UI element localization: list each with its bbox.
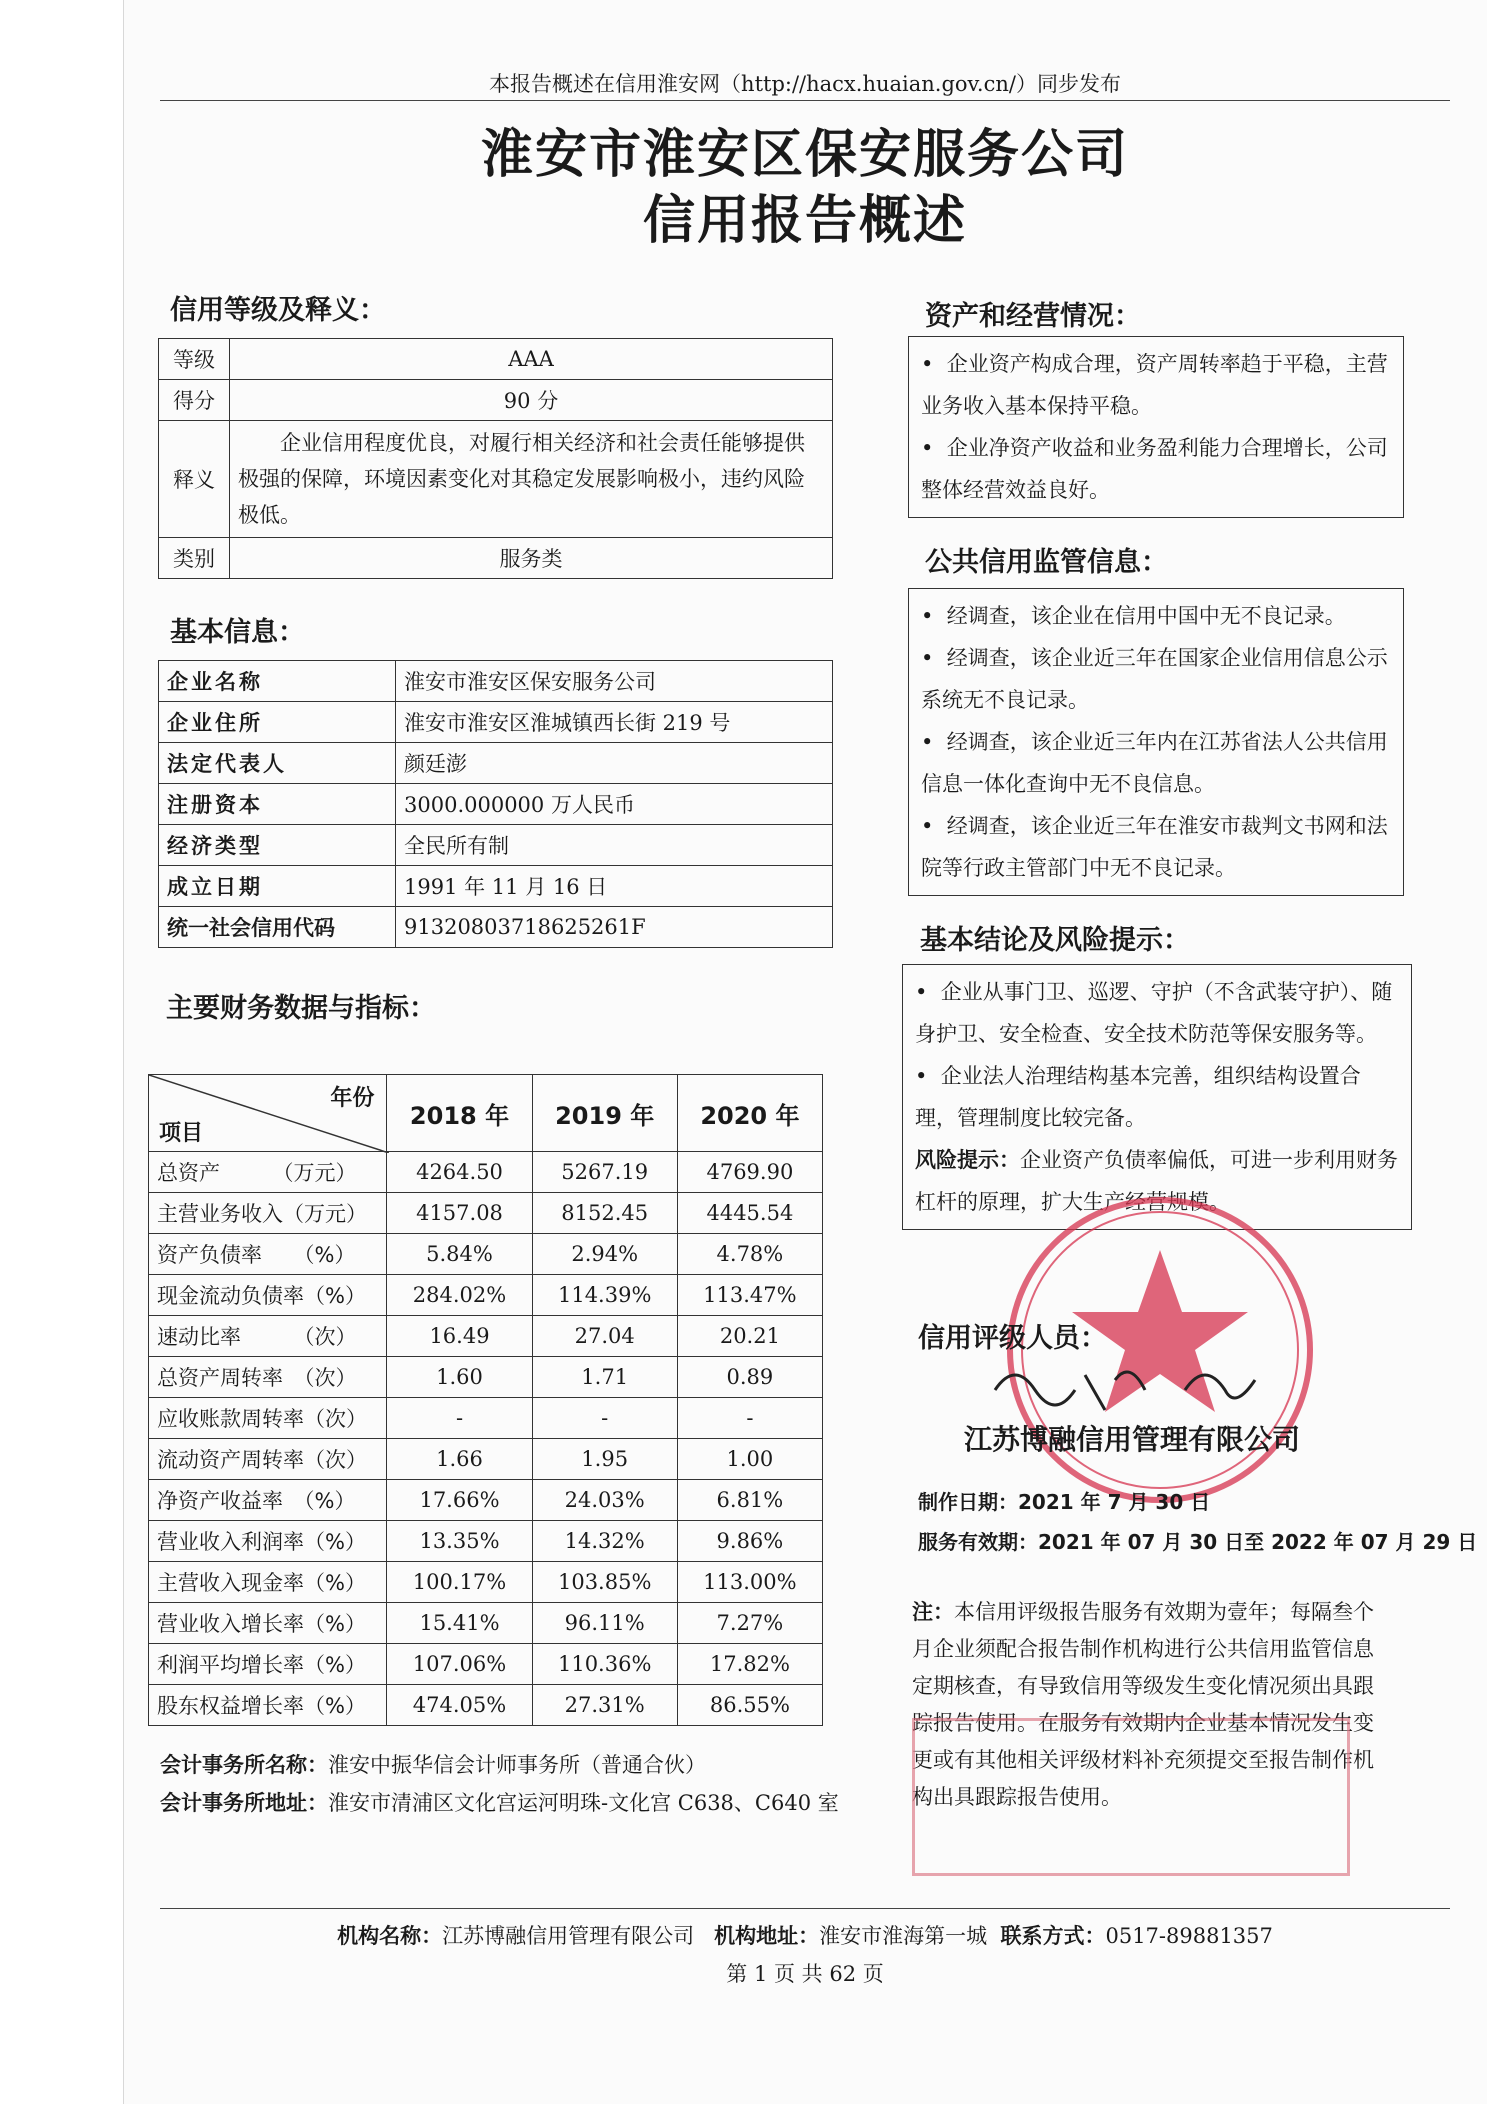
table-row <box>149 1193 823 1234</box>
value-cell: 16.49 <box>387 1316 532 1357</box>
public-credit-box <box>908 588 1404 896</box>
public-credit-heading: 公共信用监管信息： <box>925 547 1168 578</box>
footer-info <box>160 1920 1450 1950</box>
credit-code-value: 91320803718625261F <box>396 907 833 948</box>
company-name-value: 淮安市淮安区保安服务公司 <box>396 661 833 702</box>
value-cell: 7.27% <box>677 1603 822 1644</box>
meaning-key: 释义 <box>159 421 230 538</box>
office-stamp <box>912 1718 1350 1876</box>
basic-info-table <box>158 660 833 948</box>
item-cell: 现金流动负债率（%） <box>149 1275 387 1316</box>
value-cell: 4445.54 <box>677 1193 822 1234</box>
list-item: • 企业净资产收益和业务盈利能力合理增长，公司整体经营效益良好。 <box>921 436 1388 502</box>
legal-rep-value: 颜廷澎 <box>396 743 833 784</box>
value-cell: 96.11% <box>532 1603 677 1644</box>
corner-year-label: 年份 <box>330 1086 375 1111</box>
footer-divider <box>160 1908 1450 1909</box>
value-cell: 15.41% <box>387 1603 532 1644</box>
econ-type-key: 经济类型 <box>159 825 396 866</box>
item-cell: 资产负债率 （%） <box>149 1234 387 1275</box>
table-row <box>159 825 833 866</box>
value-cell: 13.35% <box>387 1521 532 1562</box>
rating-dates <box>918 1482 1477 1562</box>
econ-type-value: 全民所有制 <box>396 825 833 866</box>
org-name: 江苏博融信用管理有限公司 <box>442 1924 695 1948</box>
contact-label: 联系方式： <box>1000 1924 1106 1948</box>
table-row <box>159 421 833 538</box>
org-label: 机构名称： <box>337 1924 443 1948</box>
year-header: 2019 年 <box>532 1075 677 1152</box>
note-text: 本信用评级报告服务有效期为壹年；每隔叁个月企业须配合报告制作机构进行公共信用监管信息定期核查，有导致信用等级发生变化情况须出具跟踪报告使用。在服务有效期内企业基本情况发生变更或有其他相关评级材料补充须提交至报告制作机构出具跟踪报告使用。 <box>912 1600 1374 1809</box>
table-corner <box>149 1075 387 1152</box>
source-note: 本报告概述在信用淮安网（http://hacx.huaian.gov.cn/）同步发布 <box>489 72 1121 96</box>
table-row <box>159 661 833 702</box>
list-item: • 企业资产构成合理，资产周转率趋于平稳，主营业务收入基本保持平稳。 <box>921 352 1388 418</box>
value-cell: 110.36% <box>532 1644 677 1685</box>
firm-name-label: 会计事务所名称： <box>160 1753 328 1777</box>
list-item: • 经调查，该企业近三年内在江苏省法人公共信用信息一体化查询中无不良信息。 <box>921 730 1388 796</box>
table-row <box>149 1439 823 1480</box>
value-cell: 4157.08 <box>387 1193 532 1234</box>
value-cell: 474.05% <box>387 1685 532 1726</box>
firm-addr: 淮安市清浦区文化宫运河明珠-文化宫 C638、C640 室 <box>328 1791 839 1815</box>
value-cell: - <box>677 1398 822 1439</box>
table-row <box>159 538 833 579</box>
list-item: • 经调查，该企业近三年在国家企业信用信息公示系统无不良记录。 <box>921 646 1388 712</box>
value-cell: 113.47% <box>677 1275 822 1316</box>
value-cell: 114.39% <box>532 1275 677 1316</box>
org-addr: 淮安市淮海第一城 <box>819 1924 988 1948</box>
assets-box <box>908 336 1404 518</box>
grade-key: 等级 <box>159 339 230 380</box>
item-cell: 速动比率 （次） <box>149 1316 387 1357</box>
validity-label: 服务有效期： <box>918 1530 1038 1554</box>
item-cell: 主营收入现金率（%） <box>149 1562 387 1603</box>
financial-heading: 主要财务数据与指标： <box>166 993 436 1024</box>
item-cell: 股东权益增长率（%） <box>149 1685 387 1726</box>
table-header-row <box>149 1075 823 1152</box>
credit-grade-heading: 信用等级及释义： <box>170 295 386 326</box>
item-cell: 主营业务收入（万元） <box>149 1193 387 1234</box>
note-label: 注： <box>912 1600 954 1624</box>
founded-value: 1991 年 11 月 16 日 <box>396 866 833 907</box>
value-cell: 1.95 <box>532 1439 677 1480</box>
founded-key: 成立日期 <box>159 866 396 907</box>
table-row <box>159 743 833 784</box>
value-cell: 113.00% <box>677 1562 822 1603</box>
year-header: 2020 年 <box>677 1075 822 1152</box>
score-key: 得分 <box>159 380 230 421</box>
title-line-2: 信用报告概述 <box>642 191 967 251</box>
value-cell: 6.81% <box>677 1480 822 1521</box>
rater-signatures <box>985 1350 1285 1420</box>
table-row <box>149 1685 823 1726</box>
date-value: 2021 年 7 月 30 日 <box>1018 1490 1211 1514</box>
financial-rows <box>149 1152 823 1726</box>
value-cell: 0.89 <box>677 1357 822 1398</box>
table-row <box>149 1316 823 1357</box>
value-cell: 1.60 <box>387 1357 532 1398</box>
value-cell: 1.71 <box>532 1357 677 1398</box>
table-row <box>159 380 833 421</box>
value-cell: 27.04 <box>532 1316 677 1357</box>
list-item: • 企业从事门卫、巡逻、守护（不含武装守护）、随身护卫、安全检查、安全技术防范等保安服务等。 <box>915 980 1393 1046</box>
item-cell: 营业收入增长率（%） <box>149 1603 387 1644</box>
item-cell: 应收账款周转率（次） <box>149 1398 387 1439</box>
header-divider <box>160 100 1450 101</box>
company-name-key: 企业名称 <box>159 661 396 702</box>
address-key: 企业住所 <box>159 702 396 743</box>
grade-value: AAA <box>230 339 833 380</box>
title-line-1: 淮安市淮安区保安服务公司 <box>480 125 1129 185</box>
credit-code-key: 统一社会信用代码 <box>159 907 396 948</box>
table-row <box>149 1480 823 1521</box>
page-number: 第 1 页 共 62 页 <box>726 1962 884 1986</box>
value-cell: 5267.19 <box>532 1152 677 1193</box>
table-row <box>149 1152 823 1193</box>
raters-label: 信用评级人员： <box>918 1323 1107 1354</box>
table-row <box>149 1398 823 1439</box>
validity-value: 2021 年 07 月 30 日至 2022 年 07 月 29 日 <box>1038 1530 1478 1554</box>
table-row <box>159 784 833 825</box>
table-row <box>149 1275 823 1316</box>
table-row <box>159 702 833 743</box>
value-cell: 20.21 <box>677 1316 822 1357</box>
addr-label: 机构地址： <box>714 1924 820 1948</box>
value-cell: 27.31% <box>532 1685 677 1726</box>
org-contact: 0517-89881357 <box>1105 1924 1273 1948</box>
item-cell: 总资产周转率 （次） <box>149 1357 387 1398</box>
table-row <box>149 1521 823 1562</box>
value-cell: 4769.90 <box>677 1152 822 1193</box>
credit-grade-table <box>158 338 833 579</box>
category-key: 类别 <box>159 538 230 579</box>
page-title <box>160 122 1450 254</box>
value-cell: 4264.50 <box>387 1152 532 1193</box>
year-header: 2018 年 <box>387 1075 532 1152</box>
assets-heading: 资产和经营情况： <box>925 301 1141 332</box>
table-row <box>149 1603 823 1644</box>
value-cell: 8152.45 <box>532 1193 677 1234</box>
item-cell: 流动资产周转率（次） <box>149 1439 387 1480</box>
item-cell: 营业收入利润率（%） <box>149 1521 387 1562</box>
value-cell: - <box>532 1398 677 1439</box>
table-row <box>159 866 833 907</box>
score-value: 90 分 <box>230 380 833 421</box>
value-cell: 1.66 <box>387 1439 532 1480</box>
corner-item-label: 项目 <box>159 1121 204 1146</box>
item-cell: 总资产 （万元） <box>149 1152 387 1193</box>
table-row <box>159 339 833 380</box>
firm-addr-label: 会计事务所地址： <box>160 1791 328 1815</box>
value-cell: 103.85% <box>532 1562 677 1603</box>
value-cell: 107.06% <box>387 1644 532 1685</box>
table-row <box>149 1562 823 1603</box>
table-row <box>159 907 833 948</box>
value-cell: 5.84% <box>387 1234 532 1275</box>
value-cell: 4.78% <box>677 1234 822 1275</box>
value-cell: 86.55% <box>677 1685 822 1726</box>
capital-value: 3000.000000 万人民币 <box>396 784 833 825</box>
list-item: • 经调查，该企业近三年在淮安市裁判文书网和法院等行政主管部门中无不良记录。 <box>921 814 1388 880</box>
value-cell: 2.94% <box>532 1234 677 1275</box>
capital-key: 注册资本 <box>159 784 396 825</box>
item-cell: 净资产收益率 （%） <box>149 1480 387 1521</box>
value-cell: 284.02% <box>387 1275 532 1316</box>
value-cell: 17.82% <box>677 1644 822 1685</box>
rating-company: 江苏博融信用管理有限公司 <box>964 1423 1301 1456</box>
basic-info-heading: 基本信息： <box>170 617 305 648</box>
value-cell: 1.00 <box>677 1439 822 1480</box>
financial-table <box>148 1074 823 1726</box>
conclusion-heading: 基本结论及风险提示： <box>920 925 1190 956</box>
date-label: 制作日期： <box>918 1490 1018 1514</box>
list-item: • 经调查，该企业在信用中国中无不良记录。 <box>921 604 1346 628</box>
list-item: • 企业法人治理结构基本完善，组织结构设置合理，管理制度比较完备。 <box>915 1064 1361 1130</box>
meaning-value: 企业信用程度优良，对履行相关经济和社会责任能够提供极强的保障，环境因素变化对其稳定发展影响极小，违约风险极低。 <box>230 421 833 538</box>
table-row <box>149 1234 823 1275</box>
value-cell: 14.32% <box>532 1521 677 1562</box>
category-value: 服务类 <box>230 538 833 579</box>
address-value: 淮安市淮安区淮城镇西长街 219 号 <box>396 702 833 743</box>
item-cell: 利润平均增长率（%） <box>149 1644 387 1685</box>
legal-rep-key: 法定代表人 <box>159 743 396 784</box>
value-cell: 100.17% <box>387 1562 532 1603</box>
risk-text: 企业资产负债率偏低，可进一步利用财务杠杆的原理，扩大生产经营规模。 <box>915 1148 1398 1214</box>
firm-info <box>160 1746 850 1822</box>
risk-label: 风险提示： <box>915 1148 1020 1172</box>
firm-name: 淮安中振华信会计师事务所（普通合伙） <box>328 1753 706 1777</box>
value-cell: 9.86% <box>677 1521 822 1562</box>
table-row <box>149 1644 823 1685</box>
table-row <box>149 1357 823 1398</box>
value-cell: - <box>387 1398 532 1439</box>
value-cell: 24.03% <box>532 1480 677 1521</box>
value-cell: 17.66% <box>387 1480 532 1521</box>
